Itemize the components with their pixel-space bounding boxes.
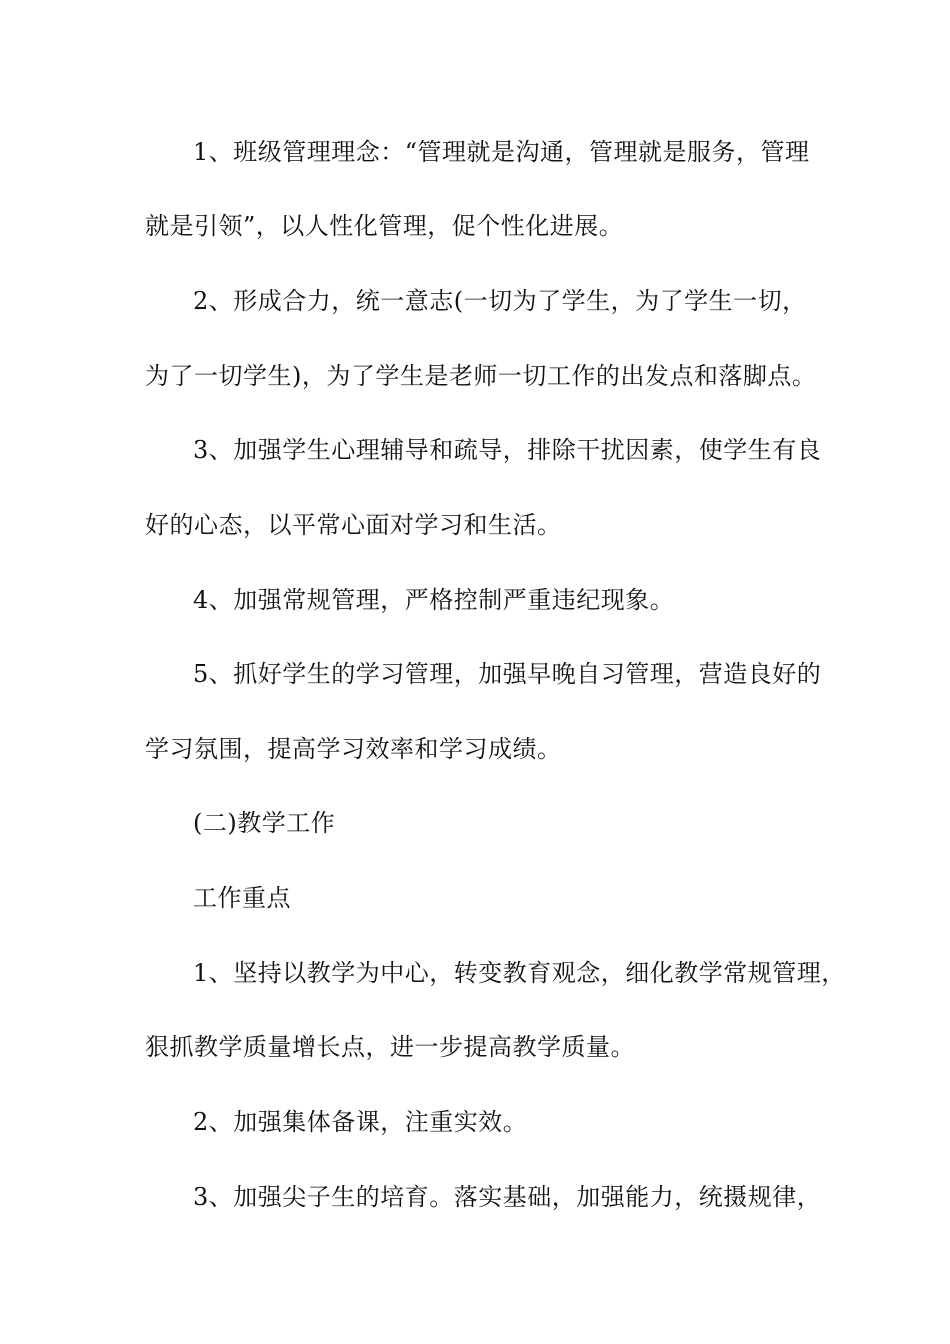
paragraph-3-line-1: 3、加强学生心理辅导和疏导，排除干扰因素，使学生有良 — [193, 436, 822, 464]
paragraph-3-line-2: 好的心态，以平常心面对学习和生活。 — [145, 511, 562, 539]
subsection-heading: 工作重点 — [193, 884, 291, 912]
paragraph-4-line-1: 4、加强常规管理，严格控制严重违纪现象。 — [193, 586, 675, 614]
paragraph-2-line-2: 为了一切学生)，为了学生是老师一切工作的出发点和落脚点。 — [145, 362, 817, 390]
paragraph-2-line-1: 2、形成合力，统一意志(一切为了学生，为了学生一切， — [193, 287, 807, 315]
paragraph-6-line-1: 1、坚持以教学为中心，转变教育观念，细化教学常规管理， — [193, 959, 846, 987]
section-heading: (二)教学工作 — [193, 809, 336, 837]
paragraph-5-line-1: 5、抓好学生的学习管理，加强早晚自习管理，营造良好的 — [193, 660, 822, 688]
paragraph-8-line-1: 3、加强尖子生的培育。落实基础，加强能力，统摄规律， — [193, 1183, 822, 1211]
paragraph-7-line-1: 2、加强集体备课，注重实效。 — [193, 1108, 528, 1136]
paragraph-5-line-2: 学习氛围，提高学习效率和学习成绩。 — [145, 735, 562, 763]
paragraph-6-line-2: 狠抓教学质量增长点，进一步提高教学质量。 — [145, 1033, 635, 1061]
paragraph-1-line-1: 1、班级管理理念：“管理就是沟通，管理就是服务，管理 — [193, 138, 810, 166]
paragraph-1-line-2: 就是引领”，以人性化管理，促个性化进展。 — [145, 212, 624, 240]
